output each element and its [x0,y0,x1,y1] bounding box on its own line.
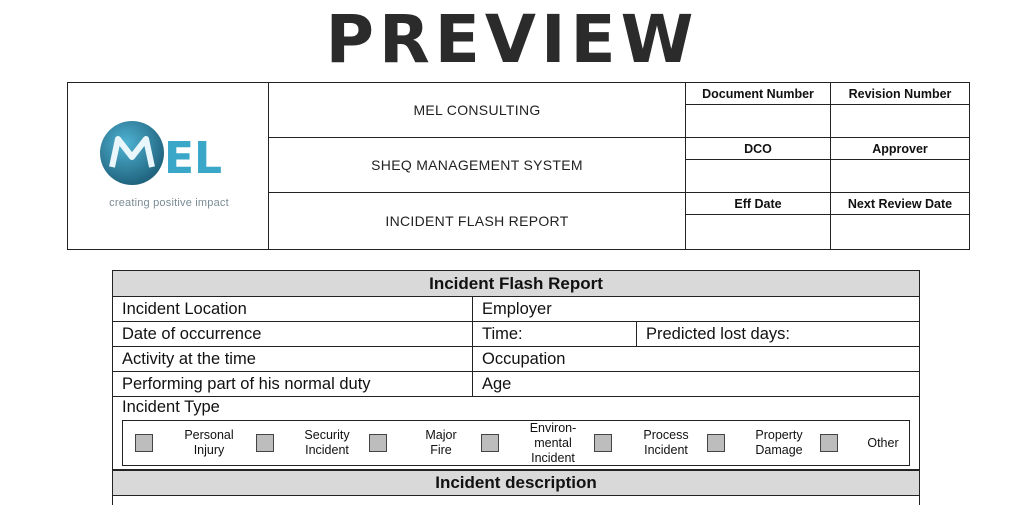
report-name: INCIDENT FLASH REPORT [268,192,686,250]
document-number-label: Document Number [685,82,831,105]
incident-type-label: Incident Type [122,398,220,416]
predicted-lost-days-field[interactable]: Predicted lost days: [636,321,920,347]
age-field[interactable]: Age [472,371,920,397]
option-security-incident[interactable] [243,421,356,465]
checkbox[interactable] [820,434,838,452]
description-body[interactable] [112,495,920,505]
document-number-value[interactable] [685,104,831,138]
option-label: Other [867,435,899,450]
option-property-damage[interactable] [695,421,808,465]
logo-tagline: creating positive impact [109,197,229,209]
option-label: Security Incident [304,428,350,457]
approver-value[interactable] [830,159,970,193]
next-review-date-value[interactable] [830,214,970,250]
option-major-fire[interactable] [356,421,469,465]
checkbox[interactable] [481,434,499,452]
option-other[interactable] [808,421,909,465]
checkbox[interactable] [594,434,612,452]
option-personal-injury[interactable] [123,421,236,465]
option-process-incident[interactable] [582,421,695,465]
checkbox[interactable] [369,434,387,452]
form-title: Incident Flash Report [112,270,920,297]
dco-value[interactable] [685,159,831,193]
checkbox[interactable] [256,434,274,452]
revision-number-value[interactable] [830,104,970,138]
employer-field[interactable]: Employer [472,296,920,322]
option-label: Process Incident [643,428,689,457]
document-header [67,82,1024,250]
mel-logo [96,119,246,189]
company-name: MEL CONSULTING [268,82,686,138]
normal-duty-field[interactable]: Performing part of his normal duty [112,371,473,397]
incident-description-title: Incident description [112,470,920,496]
date-of-occurrence-field[interactable]: Date of occurrence [112,321,473,347]
system-name: SHEQ MANAGEMENT SYSTEM [268,137,686,193]
incident-type-options [122,420,910,466]
eff-date-value[interactable] [685,214,831,250]
svg-text:EL: EL [164,133,223,184]
eff-date-label: Eff Date [685,192,831,215]
option-label: Personal Injury [184,428,234,457]
approver-label: Approver [830,137,970,160]
dco-label: DCO [685,137,831,160]
option-label: Property Damage [755,428,803,457]
occupation-field[interactable]: Occupation [472,346,920,372]
preview-watermark: PREVIEW [325,1,699,78]
activity-field[interactable]: Activity at the time [112,346,473,372]
next-review-date-label: Next Review Date [830,192,970,215]
incident-location-field[interactable]: Incident Location [112,296,473,322]
checkbox[interactable] [135,434,153,452]
revision-number-label: Revision Number [830,82,970,105]
logo-cell [67,82,269,250]
option-label: Major Fire [425,428,457,457]
option-environmental-incident[interactable] [469,421,582,465]
checkbox[interactable] [707,434,725,452]
time-field[interactable]: Time: [472,321,637,347]
option-label: Environ- mental Incident [529,420,577,465]
